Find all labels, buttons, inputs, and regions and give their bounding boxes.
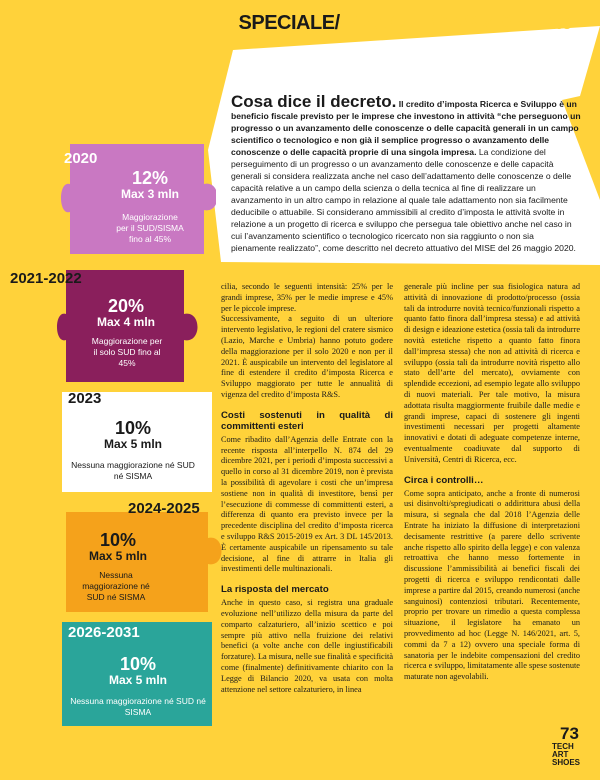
article-column-1 (221, 282, 393, 695)
paragraph: cilia, secondo le seguenti intensità: 25% per le grandi imprese, 35% per le medie imprese e 45% per le piccole imprese. (221, 282, 393, 313)
puzzle-max: Max 5 mln (108, 673, 168, 687)
puzzle-2020 (60, 140, 216, 260)
section-label: SPECIALE (238, 12, 335, 34)
intro-body: La condizione del perseguimento di un progresso o un avanzamento delle conoscenze e delle capacità generali si considera realizzata anche nel caso dell’adattamento delle conoscenze o delle capacità relative a un campo della scienza o della tecnica al fine di realizzare un avanzamento in un altro campo in relazione al quale tale adattamento non sia facilmente deducibile o attuabile. Si considerano ammissibili al credito d’imposta le attività svolte in relazione a un progetto di ricerca e sviluppo che persegua tale obiettivo anche nel caso in cui l’avanzamento scientifico o tecnologico ricercato non sia raggiunto o non sia pienamente realizzato”, come descritto nel decreto attuativo del MISE del 26 maggio 2020. (231, 147, 576, 253)
puzzle-max: Max 5 mln (88, 549, 148, 563)
brand-logo: TECH ART SHOES (552, 742, 581, 767)
subheading: La risposta del mercato (221, 584, 329, 596)
puzzle-max: Max 4 mln (96, 315, 156, 329)
puzzle-percentage: 10% (114, 418, 152, 438)
section-topic: PIANO TRANSIZIONE 4.0 (344, 12, 572, 34)
intro-box (231, 92, 581, 254)
puzzle-year: 2024-2025 (128, 500, 200, 517)
puzzle-year: 2021-2022 (10, 270, 82, 287)
puzzle-percentage: 20% (107, 296, 145, 316)
paragraph: Come ribadito dall’Agenzia delle Entrate con la recente risposta all’interpello N. 874 del 29 dicembre 2021, per i periodi d’imposta successivi a quello in corso al 31 dicembre 2019, non è prevista la possibilità di agevolare i costi che un’impresa sostiene non in qualità di investitore, bensì per l’esecuzione di commesse di committenti esteri, a differenza di quanto era previsto invece per la precedente disciplina del credito d’imposta ricerca e sviluppo R&S 2015-2019 ex Art. 3 DL 145/2013. È certamente auspicabile un ripensamento su tale decisione, al fine di attrarre in Italia gli investimenti delle multinazionali. (221, 434, 393, 574)
paragraph: Successivamente, a seguito di un ulteriore intervento legislativo, le regioni del cratere sismico (Lazio, Marche e Umbria) hanno potuto godere della maggiorazione per il solo 2020 e non per il 2021. È auspicabile un intervento del legislatore al fine di estendere il credito d’imposta Ricerca e Sviluppo maggiorato per tutte le annualità di vigenza del credito d’imposta R&S. (221, 314, 393, 399)
section-separator: / (334, 12, 340, 34)
puzzle-percentage: 10% (119, 654, 157, 674)
puzzle-percentage: 10% (99, 530, 137, 550)
intro-bold-text: Il credito d’imposta Ricerca e Sviluppo è un beneficio fiscale previsto per le imprese che investono in attività “che perseguono un progresso o un avanzamento delle conoscenze o delle capacità generali in un campo scientifico o tecnologico e non già il semplice progresso o avanzamento delle conoscenze o delle capacità proprie di una singola impresa. (231, 99, 581, 157)
section-header (0, 0, 600, 58)
puzzle-2021-2022 (6, 268, 216, 386)
puzzle-2024-2025 (58, 498, 222, 616)
puzzle-max: Max 5 mln (103, 437, 163, 451)
article-column-2 (404, 282, 580, 683)
puzzle-note: Maggiorazione per il SUD/SISMA fino al 45% (116, 212, 184, 244)
paragraph: Come sopra anticipato, anche a fronte di numerosi usi disinvolti/spregiudicati o addirittura abusi della misura, si segnala che dal 2018 l’Agenzia delle Entrate ha iniziato la diffusione di interpretazioni decisamente restrittive (a parere dello scrivente anche rispetto allo spirito della legge) e con valenza retroattiva che hanno messo fortemente in discussione l’ammissibilità ai benefici fiscali dei progetti di ricerca e sviluppo rendicontati dalle imprese a partire dal 2015, creando numerosi (anche sanguinosi) contenziosi tributari. Recentemente, proprio per trovare un rimedio a questa complessa situazione, il legislatore ha emanato un provvedimento ad hoc (Legge N. 146/2021, art. 5, commi da 7 a 12) ovvero una speciale forma di sanatoria per le indebite compensazioni del credito ricerca e sviluppo, limitatamente alle spese sostenute maturate non agevolabili. (404, 488, 580, 682)
puzzle-max: Max 3 mln (120, 187, 180, 201)
puzzle-year: 2023 (68, 390, 102, 407)
puzzle-note: Nessuna maggiorazione né SUD né SISMA (71, 460, 195, 481)
puzzle-year: 2020 (64, 150, 98, 167)
paragraph: generale più incline per sua fisiologica natura ad attività di innovazione di prodotto/processo (ossia tali da introdurre novità tecnico/funzionali rispetto a quanto fatto finora dall’impresa stessa) e ad attività di design e ideazione estetica (ossia tali da introdurre novità estetiche rispetto a quanto fatto finora dall’impresa stessa) che non ad attività di ricerca e sviluppo (ossia tali da introdurre novità rispetto allo stato dell’arte del mercato), ovviamente con splendide eccezioni, ad esempio legate allo sviluppo di nuovi materiali. Per tale motivo, la misura adottata risulta maggiormente fruibile dalle medie e grandi imprese, capaci di sostenere gli ingenti investimenti necessari per progetti altamente innovativi e dotati di adeguate competenze interne, eventualmente coadiuvate dal supporto di Università, Centri di Ricerca, ecc. (404, 282, 581, 464)
puzzle-note: Nessuna maggiorazione né SUD né SISMA (82, 570, 150, 602)
puzzle-2026-2031 (58, 616, 218, 732)
page-number: 73 (560, 724, 579, 743)
puzzle-note: Nessuna maggiorazione né SUD né SISMA (70, 696, 206, 717)
subheading: Circa i controlli… (404, 474, 484, 486)
puzzle-note: Maggiorazione per il solo SUD fino al 45% (91, 336, 163, 368)
intro-lead: Cosa dice il decreto. (231, 92, 397, 111)
puzzle-year: 2026-2031 (68, 624, 140, 641)
puzzle-percentage: 12% (131, 168, 169, 188)
puzzle-2023 (58, 388, 216, 496)
paragraph: Anche in questo caso, si registra una graduale evoluzione nell’utilizzo della misura da parte del comparto calzaturiero, all’inizio scettico e poi sempre più attivo nella fruizione dei relativi benefici (a volte anche con delle ingiustificabili forzature). La misura, nelle sue finalità e specificità come (finalmente) definitivamente chiarito con la Legge di Bilancio 2020, va usata con molta attenzione nel settore calzaturiero, in linea (221, 598, 393, 694)
section-title (239, 12, 572, 35)
subheading: Costi sostenuti in qualità di committenti esteri (221, 409, 393, 432)
